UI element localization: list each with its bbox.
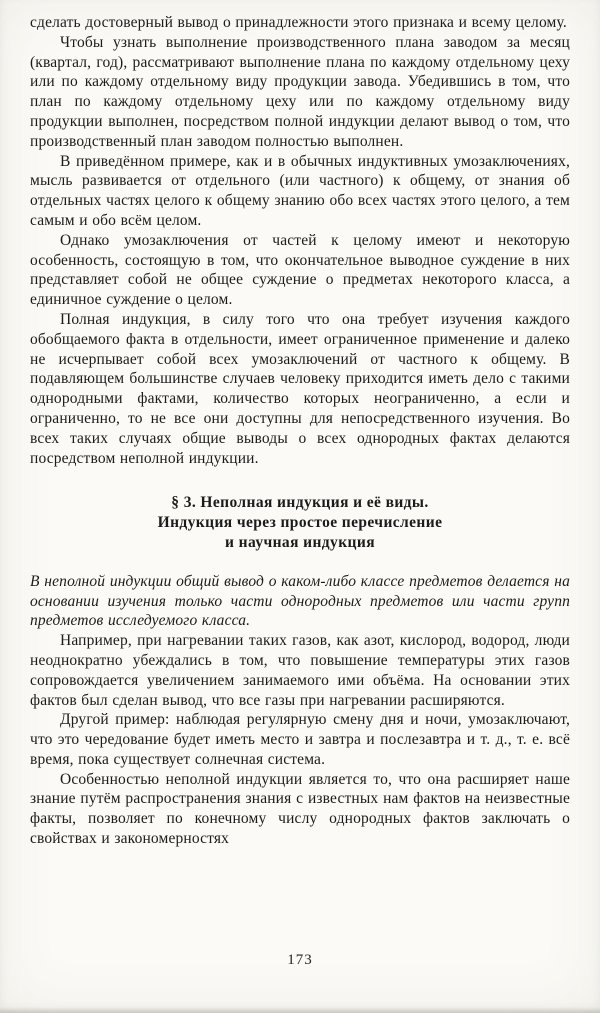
body-paragraph: В приведённом примере, как и в обычных индуктивных умозаключениях, мысль развивается от отдельного (или частного) к общему, от знания об отдельных частях целого к общему знанию обо всех частях этого целого, а тем самым и обо всём целом. — [30, 152, 570, 229]
page-text — [30, 13, 570, 849]
page-number: 173 — [287, 952, 313, 968]
body-paragraph: Например, при нагревании таких газов, как азот, кислород, водород, люди неоднократно убеждались в том, что повышение температуры этих газов сопровождается увеличением занимаемого ими объёма. На основании этих фактов был сделан вывод, что все газы при нагревании расширяются. — [30, 632, 570, 709]
scan-edge-shadow — [0, 1007, 600, 1013]
body-paragraph: сделать достоверный вывод о принадлежности этого признака и всему целому. — [30, 14, 567, 31]
definition-paragraph: В неполной индукции общий вывод о каком-либо классе предметов делается на основании изучения только части однородных предметов или части групп предметов исследуемого класса. — [30, 572, 570, 630]
body-paragraph: Чтобы узнать выполнение производственного плана заводом за месяц (квартал, год), рассматривают выполнение плана по каждому отдельному цеху или по каждому отдельному виду продукции завода. Убедившись в том, что план по каждому отдельному цеху или по каждому отдельному виду продукции выполнен, посредством полной индукции делают вывод о том, что производственный план заводом полностью выполнен. — [30, 33, 570, 150]
body-paragraph: Особенностью неполной индукции является то, что она расширяет наше знание путём распространения знания с известных нам фактов на неизвестные факты, позволяет по конечному числу однородных фактов заключать о свойствах и закономерностях — [30, 770, 570, 848]
section-heading-line-1: § 3. Неполная индукция и её виды. — [171, 494, 429, 512]
body-paragraph: Однако умозаключения от частей к целому имеют и некоторую особенность, состоящую в том, что окончательное выводное суждение в них представляет собой не общее суждение о предметах некоторого класса, а единичное суждение о целом. — [30, 231, 570, 309]
section-heading — [30, 493, 570, 552]
section-heading-line-2: Индукция через простое перечисление — [157, 514, 443, 532]
body-paragraph: Другой пример: наблюдая регулярную смену дня и ночи, умозаключают, что это чередование будет иметь место и завтра и послезавтра и т. д., т. е. всё время, пока существует солнечная система. — [30, 711, 570, 768]
body-paragraph: Полная индукция, в силу того что она требует изучения каждого обобщаемого факта в отдельности, имеет ограниченное применение и далеко не исчерпывает собой всех умозаключений от частного к общему. В подавляющем большинстве случаев человеку приходится иметь дело с такими однородными фактами, количество которых неограниченно, а если и ограниченно, то не все они доступны для непосредственного изучения. Во всех таких случаях общие выводы о всех однородных фактах делаются посредством неполной индукции. — [30, 310, 570, 467]
section-heading-line-3: и научная индукция — [225, 533, 375, 551]
